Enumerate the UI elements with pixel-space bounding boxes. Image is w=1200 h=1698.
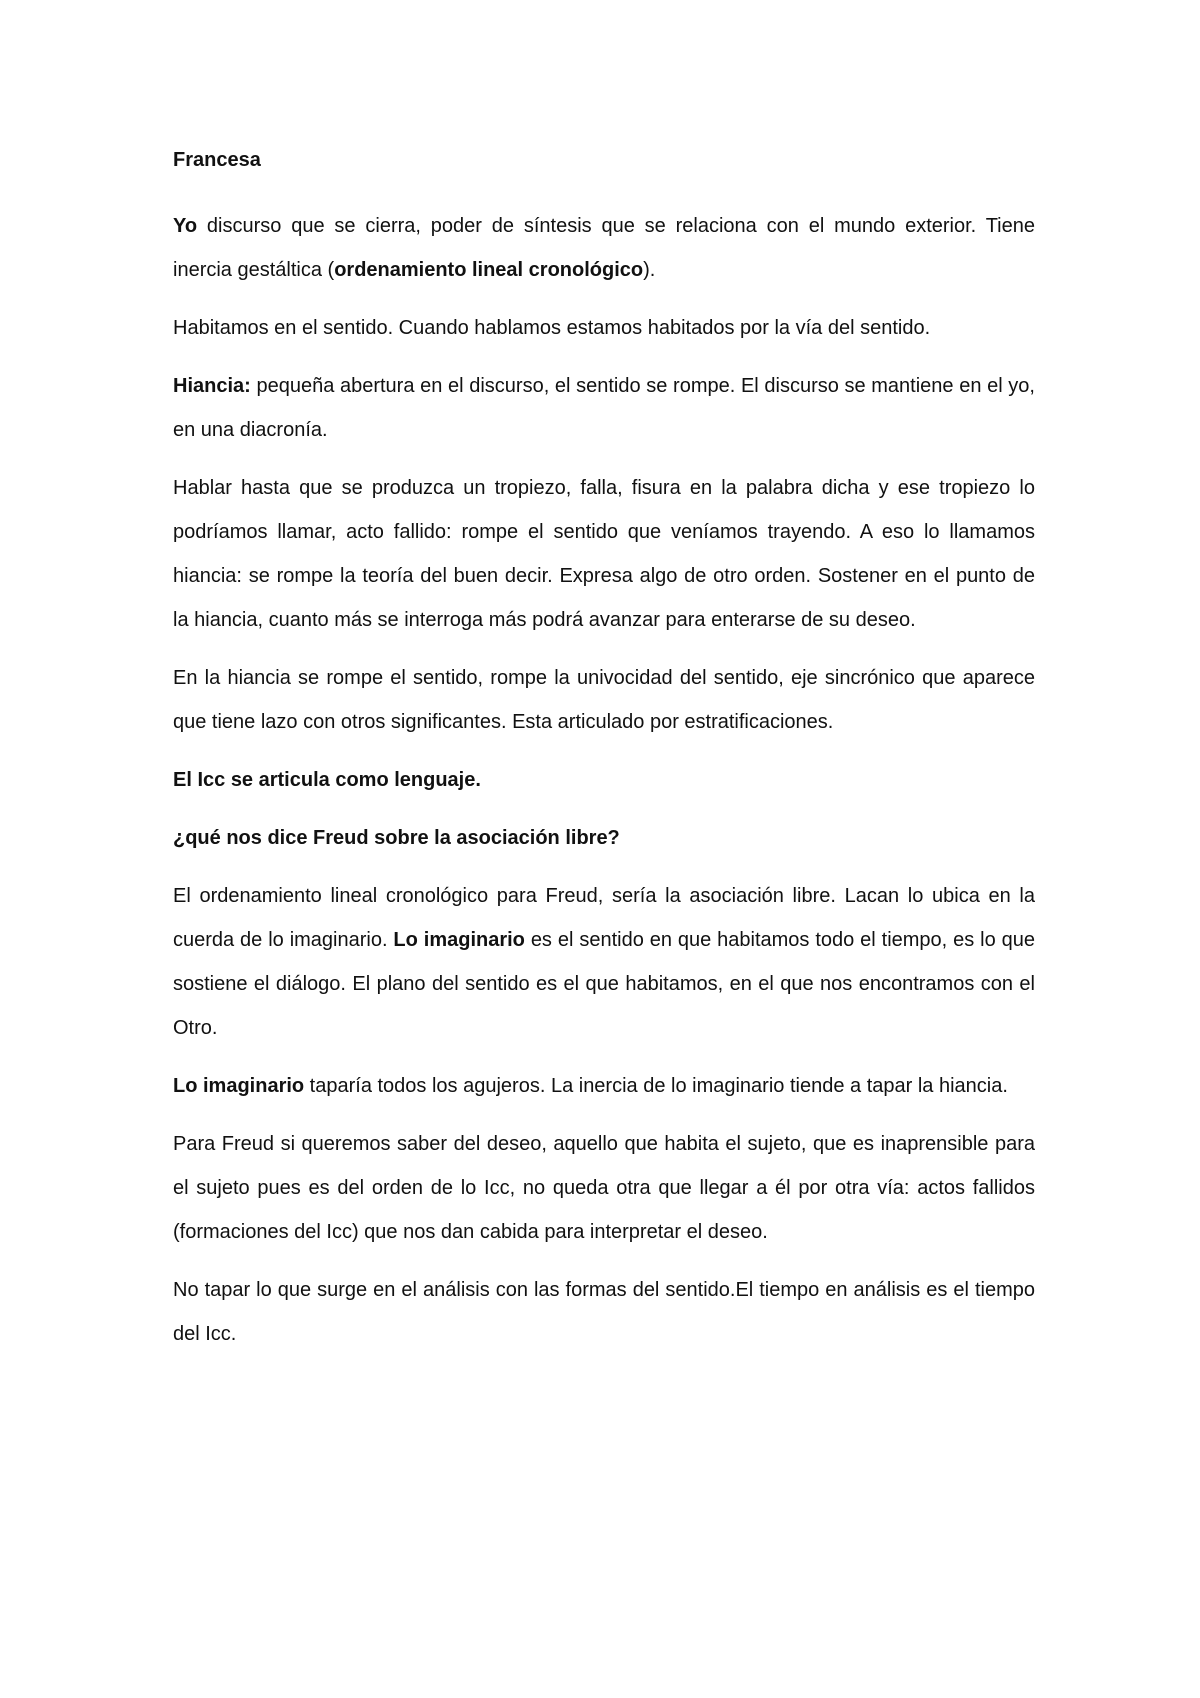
paragraph-ordenamiento xyxy=(173,874,1035,1050)
bold-term-ordenamiento: ordenamiento lineal cronológico xyxy=(334,259,644,281)
paragraph-hiancia xyxy=(173,364,1035,452)
paragraph-text: taparía todos los agujeros. La inercia de lo imaginario tiende a tapar la hiancia. xyxy=(304,1075,1008,1097)
paragraph-en-la-hiancia: En la hiancia se rompe el sentido, rompe la univocidad del sentido, eje sincrónico que aparece que tiene lazo con otros significantes. Esta articulado por estratificaciones. xyxy=(173,667,1035,733)
document-title xyxy=(173,138,1035,182)
heading-text: El Icc se articula como lenguaje. xyxy=(173,769,481,791)
paragraph-yo xyxy=(173,204,1035,292)
heading-question-freud xyxy=(173,816,1035,860)
paragraph-text: ). xyxy=(643,259,656,281)
bold-term-hiancia: Hiancia: xyxy=(173,375,251,397)
paragraph-no-tapar: No tapar lo que surge en el análisis con las formas del sentido.El tiempo en análisis es el tiempo del Icc. xyxy=(173,1279,1035,1345)
document-page xyxy=(173,138,1035,1370)
bold-term-lo-imaginario: Lo imaginario xyxy=(173,1075,305,1097)
bold-term-yo: Yo xyxy=(173,215,198,237)
paragraph-hablar: Hablar hasta que se produzca un tropiezo, falla, fisura en la palabra dicha y ese tropiezo lo podríamos llamar, acto fallido: rompe el sentido que veníamos trayendo. A eso lo llamamos hiancia: se rompe la teoría del buen decir. Expresa algo de otro orden. Sostener en el punto de la hiancia, cuanto más se interroga más podrá avanzar para enterarse de su deseo. xyxy=(173,477,1035,631)
paragraph-text: discurso que se cierra, poder de síntesis que se relaciona con el mundo exterior. Tiene inercia gestáltica ( xyxy=(173,215,1035,281)
paragraph-para-freud: Para Freud si queremos saber del deseo, aquello que habita el sujeto, que es inaprensible para el sujeto pues es del orden de lo Icc, no queda otra que llegar a él por otra vía: actos fallidos (formaciones del Icc) que nos dan cabida para interpretar el deseo. xyxy=(173,1133,1035,1243)
bold-term-lo-imaginario: Lo imaginario xyxy=(393,929,525,951)
paragraph-habitamos: Habitamos en el sentido. Cuando hablamos estamos habitados por la vía del sentido. xyxy=(173,317,931,339)
heading-icc-lenguaje xyxy=(173,758,1035,802)
paragraph-lo-imaginario xyxy=(173,1064,1035,1108)
heading-text: ¿qué nos dice Freud sobre la asociación libre? xyxy=(173,827,620,849)
title-text: Francesa xyxy=(173,149,261,171)
paragraph-text: pequeña abertura en el discurso, el sentido se rompe. El discurso se mantiene en el yo, en una diacronía. xyxy=(173,375,1035,441)
paragraph-text: El ordenamiento lineal cronológico para Freud, sería la asociación libre. Lacan lo ubica en la cuerda de lo imaginario. xyxy=(173,885,1035,951)
paragraph-text: es el sentido en que habitamos todo el tiempo, es lo que sostiene el diálogo. El plano del sentido es el que habitamos, en el que nos encontramos con el Otro. xyxy=(173,929,1036,1039)
